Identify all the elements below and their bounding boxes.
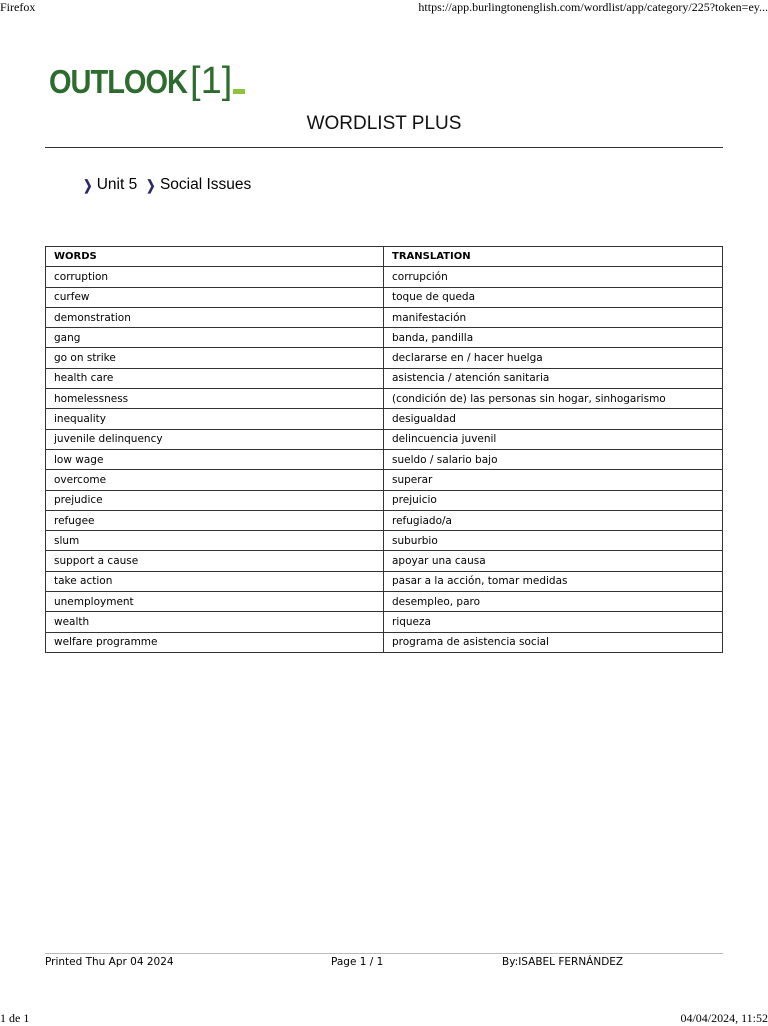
word-cell: overcome	[46, 470, 384, 490]
word-cell: take action	[46, 571, 384, 591]
footer-divider	[45, 953, 723, 954]
translation-cell: refugiado/a	[384, 510, 723, 530]
table-row	[46, 632, 723, 652]
translation-cell: banda, pandilla	[384, 328, 723, 348]
print-header-url: https://app.burlingtonenglish.com/wordlist/app/category/225?token=ey...	[418, 0, 768, 14]
print-footer-datetime: 04/04/2024, 11:52	[680, 1011, 768, 1025]
table-body	[46, 267, 723, 653]
translation-cell: declararse en / hacer huelga	[384, 348, 723, 368]
author: By:ISABEL FERNÁNDEZ	[502, 956, 624, 968]
word-cell: low wage	[46, 449, 384, 469]
word-cell: support a cause	[46, 551, 384, 571]
logo-accent-bar	[233, 89, 245, 94]
table-header-row	[46, 247, 723, 267]
table-row	[46, 510, 723, 530]
print-footer-pages: 1 de 1	[0, 1011, 30, 1025]
table-row	[46, 287, 723, 307]
translation-cell: desigualdad	[384, 409, 723, 429]
column-header-words: WORDS	[46, 247, 384, 267]
word-cell: go on strike	[46, 348, 384, 368]
table-row	[46, 307, 723, 327]
table-row	[46, 531, 723, 551]
table-row	[46, 368, 723, 388]
printed-date: Printed Thu Apr 04 2024	[45, 956, 174, 968]
translation-cell: delincuencia juvenil	[384, 429, 723, 449]
chevron-right-icon: ❯	[83, 176, 93, 193]
outlook-logo	[49, 58, 245, 100]
breadcrumb	[82, 176, 259, 194]
table-row	[46, 328, 723, 348]
word-cell: unemployment	[46, 592, 384, 612]
word-cell: curfew	[46, 287, 384, 307]
logo-text: OUTLOOK	[49, 64, 187, 102]
word-cell: juvenile delinquency	[46, 429, 384, 449]
word-cell: prejudice	[46, 490, 384, 510]
word-cell: gang	[46, 328, 384, 348]
translation-cell: superar	[384, 470, 723, 490]
translation-cell: programa de asistencia social	[384, 632, 723, 652]
table-row	[46, 612, 723, 632]
table-row	[46, 267, 723, 287]
translation-cell: asistencia / atención sanitaria	[384, 368, 723, 388]
translation-cell: suburbio	[384, 531, 723, 551]
translation-cell: toque de queda	[384, 287, 723, 307]
translation-cell: (condición de) las personas sin hogar, sinhogarismo	[384, 389, 723, 409]
word-cell: welfare programme	[46, 632, 384, 652]
translation-cell: manifestación	[384, 307, 723, 327]
word-cell: demonstration	[46, 307, 384, 327]
translation-cell: pasar a la acción, tomar medidas	[384, 571, 723, 591]
word-cell: inequality	[46, 409, 384, 429]
table-row	[46, 409, 723, 429]
word-cell: slum	[46, 531, 384, 551]
table-row	[46, 571, 723, 591]
translation-cell: prejuicio	[384, 490, 723, 510]
breadcrumb-category[interactable]: Social Issues	[159, 176, 252, 193]
table-row	[46, 490, 723, 510]
print-header-browser: Firefox	[0, 0, 36, 14]
breadcrumb-unit[interactable]: Unit 5	[96, 176, 138, 193]
table-row	[46, 551, 723, 571]
wordlist-table	[45, 246, 723, 653]
translation-cell: apoyar una causa	[384, 551, 723, 571]
word-cell: homelessness	[46, 389, 384, 409]
table-row	[46, 449, 723, 469]
table-row	[46, 470, 723, 490]
translation-cell: riqueza	[384, 612, 723, 632]
translation-cell: sueldo / salario bajo	[384, 449, 723, 469]
word-cell: wealth	[46, 612, 384, 632]
translation-cell: corrupción	[384, 267, 723, 287]
column-header-translation: TRANSLATION	[384, 247, 723, 267]
chevron-right-icon: ❯	[146, 176, 156, 193]
word-cell: health care	[46, 368, 384, 388]
word-cell: corruption	[46, 267, 384, 287]
table-row	[46, 592, 723, 612]
table-row	[46, 429, 723, 449]
page-indicator: Page 1 / 1	[331, 956, 384, 968]
title-divider	[45, 147, 723, 148]
logo-number: [1]	[190, 60, 233, 102]
table-row	[46, 348, 723, 368]
table-row	[46, 389, 723, 409]
word-cell: refugee	[46, 510, 384, 530]
translation-cell: desempleo, paro	[384, 592, 723, 612]
page-title: WORDLIST PLUS	[306, 113, 462, 134]
